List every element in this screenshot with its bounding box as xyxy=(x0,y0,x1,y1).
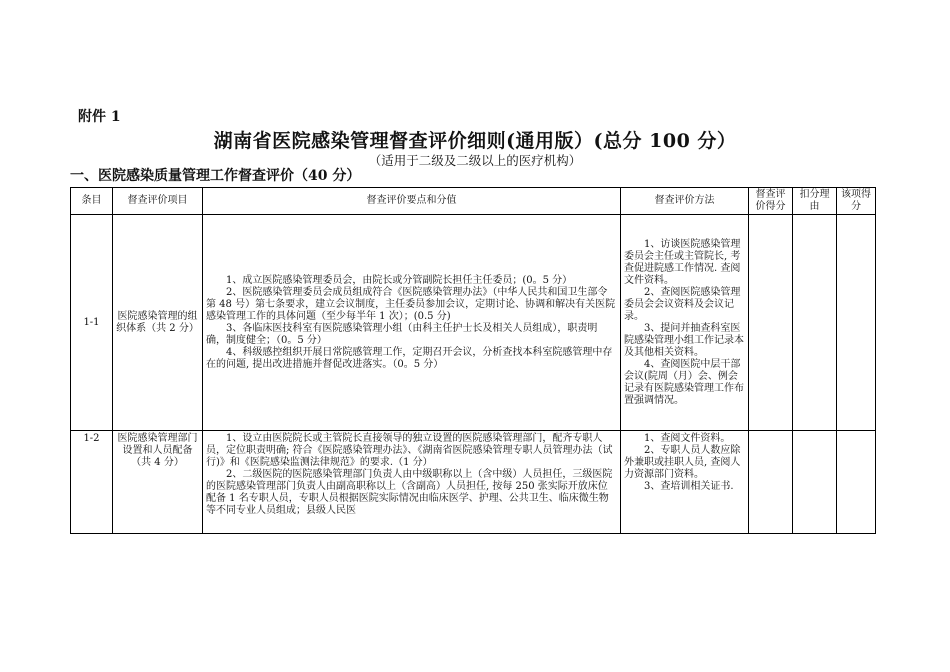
row-item: 医院感染管理的组织体系（共 2 分） xyxy=(113,215,203,431)
point-text: 1、设立由医院院长或主管院长直接领导的独立设置的医院感染管理部门，配齐专职人员，定位职责明确; 符合《医院感染管理办法》、《湖南省医院感染管理专职人员管理办法（试行)》和《医院感染监测法律规范》的要求.（1 分） xyxy=(206,433,613,468)
document-title: 湖南省医院感染管理督查评价细则(通用版）(总分 100 分） xyxy=(213,130,737,152)
item-score-cell xyxy=(837,215,876,431)
row-points xyxy=(203,431,621,534)
point-text: 1、成立医院感染管理委员会，由院长或分管副院长担任主任委员；(0。5 分） xyxy=(226,274,573,286)
method-text: 2、查阅医院感染管理委员会会议资料及会议记录。 xyxy=(624,286,741,322)
method-text: 1、访谈医院感染管理委员会主任或主管院长, 考查促进院感工作情况. 查阅文件资料。 xyxy=(624,238,741,286)
section-heading: 一、医院感染质量管理工作督查评价（40 分） xyxy=(70,168,361,184)
point-text: 2、医院感染管理委员会成员组成符合《医院感染管理办法》（中华人民共和国卫生部令第 48 号）第七条要求，建立会议制度，主任委员参加会议，定期讨论、协调和解决有关医院感染管理工作的具体问题（至少每半年 1 次）；(0.5 分) xyxy=(206,286,616,322)
evaluation-table xyxy=(70,187,876,534)
deduct-reason-cell xyxy=(793,431,837,534)
method-text: 4、查阅医院中层干部会议(院周（月）会、例会记录有医院感染管理工作布置强调情况。 xyxy=(624,358,744,406)
table-row xyxy=(71,431,876,534)
point-text: 3、各临床医技科室有医院感染管理小组（由科主任护士长及相关人员组成），职责明确，制度健全；（0。5 分） xyxy=(206,322,598,346)
header-method: 督查评价方法 xyxy=(621,188,749,215)
table-header-row xyxy=(71,188,876,215)
score-cell xyxy=(749,215,793,431)
score-cell xyxy=(749,431,793,534)
method-text: 3、查培训相关证书. xyxy=(644,481,734,492)
point-text: 2、二级医院的医院感染管理部门负责人由中级职称以上（含中级）人员担任，三级医院的医院感染管理部门负责人由副高职称以上（含副高）人员担任, 按每 250 张实际开放床位配备 1 名专职人员，专职人员根据医院实际情况由临床医学、护理、公共卫生、临床微生物等不同专业人员组成；县级人民医 xyxy=(206,469,613,516)
row-methods xyxy=(621,215,749,431)
table-row xyxy=(71,215,876,431)
deduct-reason-cell xyxy=(793,215,837,431)
header-deduct: 扣分理由 xyxy=(793,188,837,215)
row-number: 1-1 xyxy=(71,215,113,431)
method-text: 2、专职人员人数应除外兼职或挂职人员, 查阅人力资源部门资料。 xyxy=(624,445,741,480)
header-points: 督查评价要点和分值 xyxy=(203,188,621,215)
header-item-score: 该项得分 xyxy=(837,188,876,215)
attachment-label: 附件 1 xyxy=(78,109,121,125)
document-subtitle: （适用于二级及二级以上的医疗机构） xyxy=(368,153,582,168)
row-number: 1-2 xyxy=(71,431,113,534)
header-score: 督查评价得分 xyxy=(749,188,793,215)
point-text: 4、科级感控组织开展日常院感管理工作，定期召开会议，分析查找本科室院感管理中存在的问题, 提出改进措施并督促改进落实。（0。5 分） xyxy=(206,346,613,370)
row-points xyxy=(203,215,621,431)
header-item: 督查评价项目 xyxy=(113,188,203,215)
method-text: 1、查阅文件资料。 xyxy=(644,433,731,444)
row-methods xyxy=(621,431,749,534)
header-no: 条目 xyxy=(71,188,113,215)
method-text: 3、提问并抽查科室医院感染管理小组工作记录本及其他相关资料。 xyxy=(624,322,744,358)
row-item: 医院感染管理部门设置和人员配备（共 4 分） xyxy=(113,431,203,534)
item-score-cell xyxy=(837,431,876,534)
